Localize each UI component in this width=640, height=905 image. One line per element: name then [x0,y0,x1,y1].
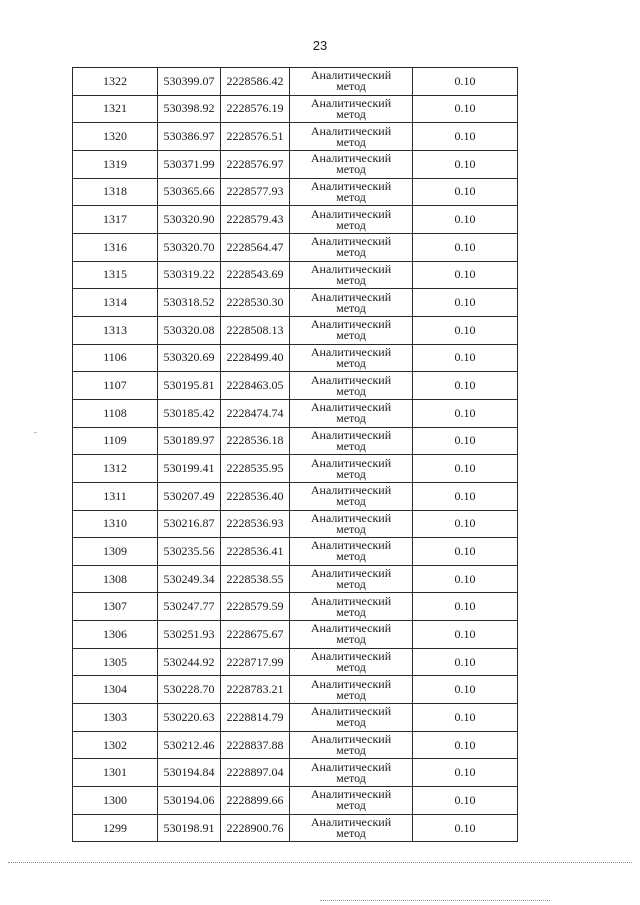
method-line-1: Аналитический [310,289,392,304]
accuracy-cell: 0.10 [413,233,518,261]
point-number-cell: 1311 [73,482,158,510]
y-coordinate-cell: 2228899.66 [221,787,290,815]
method-line-1: Аналитический [310,732,392,747]
method-line-1: Аналитический [310,483,392,498]
table-row [73,704,518,732]
point-number-cell: 1107 [73,372,158,400]
method-cell [290,399,413,427]
method-cell [290,787,413,815]
y-coordinate-cell: 2228538.55 [221,565,290,593]
point-number-cell: 1319 [73,150,158,178]
method-cell [290,372,413,400]
method-line-2: метод [336,300,366,315]
method-cell [290,676,413,704]
method-cell [290,150,413,178]
x-coordinate-cell: 530320.90 [158,206,221,234]
table-row [73,621,518,649]
accuracy-cell: 0.10 [413,399,518,427]
method-line-2: метод [336,217,366,232]
table-row [73,814,518,842]
x-coordinate-cell: 530371.99 [158,150,221,178]
accuracy-cell: 0.10 [413,123,518,151]
table-row [73,731,518,759]
method-cell [290,427,413,455]
method-cell [290,68,413,96]
accuracy-cell: 0.10 [413,676,518,704]
y-coordinate-cell: 2228783.21 [221,676,290,704]
method-line-1: Аналитический [310,344,392,359]
point-number-cell: 1305 [73,648,158,676]
method-cell [290,593,413,621]
method-line-2: метод [336,355,366,370]
accuracy-cell: 0.10 [413,206,518,234]
point-number-cell: 1322 [73,68,158,96]
y-coordinate-cell: 2228536.93 [221,510,290,538]
y-coordinate-cell: 2228576.19 [221,95,290,123]
point-number-cell: 1312 [73,455,158,483]
page-number: 23 [312,38,328,53]
y-coordinate-cell: 2228463.05 [221,372,290,400]
table-row [73,150,518,178]
method-cell [290,261,413,289]
x-coordinate-cell: 530399.07 [158,68,221,96]
scan-artifact-line [320,900,550,901]
method-line-1: Аналитический [310,372,392,387]
table-row [73,538,518,566]
scan-artifact-line [8,862,632,863]
method-line-2: метод [336,134,366,149]
point-number-cell: 1317 [73,206,158,234]
x-coordinate-cell: 530249.34 [158,565,221,593]
method-line-1: Аналитический [310,261,392,276]
coordinates-table-body [73,68,518,842]
method-cell [290,510,413,538]
method-line-2: метод [336,604,366,619]
y-coordinate-cell: 2228586.42 [221,68,290,96]
table-row [73,759,518,787]
y-coordinate-cell: 2228576.51 [221,123,290,151]
method-line-2: метод [336,687,366,702]
point-number-cell: 1320 [73,123,158,151]
scan-mark [34,432,37,433]
method-line-1: Аналитический [310,787,392,802]
method-cell [290,316,413,344]
method-line-1: Аналитический [310,676,392,691]
accuracy-cell: 0.10 [413,621,518,649]
method-cell [290,648,413,676]
y-coordinate-cell: 2228536.40 [221,482,290,510]
y-coordinate-cell: 2228814.79 [221,704,290,732]
method-line-2: метод [336,383,366,398]
accuracy-cell: 0.10 [413,95,518,123]
accuracy-cell: 0.10 [413,482,518,510]
table-row [73,455,518,483]
method-line-1: Аналитический [310,317,392,332]
table-row [73,787,518,815]
method-line-2: метод [336,189,366,204]
method-cell [290,621,413,649]
point-number-cell: 1321 [73,95,158,123]
method-line-2: метод [336,245,366,260]
method-line-2: метод [336,632,366,647]
point-number-cell: 1315 [73,261,158,289]
accuracy-cell: 0.10 [413,427,518,455]
method-line-2: метод [336,521,366,536]
method-cell [290,759,413,787]
y-coordinate-cell: 2228675.67 [221,621,290,649]
y-coordinate-cell: 2228508.13 [221,316,290,344]
method-line-1: Аналитический [310,566,392,581]
x-coordinate-cell: 530195.81 [158,372,221,400]
x-coordinate-cell: 530189.97 [158,427,221,455]
x-coordinate-cell: 530220.63 [158,704,221,732]
y-coordinate-cell: 2228543.69 [221,261,290,289]
point-number-cell: 1306 [73,621,158,649]
table-row [73,261,518,289]
y-coordinate-cell: 2228579.43 [221,206,290,234]
x-coordinate-cell: 530244.92 [158,648,221,676]
table-row [73,427,518,455]
table-row [73,233,518,261]
accuracy-cell: 0.10 [413,289,518,317]
y-coordinate-cell: 2228837.88 [221,731,290,759]
x-coordinate-cell: 530318.52 [158,289,221,317]
x-coordinate-cell: 530207.49 [158,482,221,510]
method-line-2: метод [336,743,366,758]
accuracy-cell: 0.10 [413,731,518,759]
method-line-2: метод [336,162,366,177]
y-coordinate-cell: 2228530.30 [221,289,290,317]
table-row [73,399,518,427]
x-coordinate-cell: 530194.84 [158,759,221,787]
x-coordinate-cell: 530319.22 [158,261,221,289]
method-cell [290,565,413,593]
table-row [73,676,518,704]
x-coordinate-cell: 530386.97 [158,123,221,151]
x-coordinate-cell: 530251.93 [158,621,221,649]
x-coordinate-cell: 530320.70 [158,233,221,261]
accuracy-cell: 0.10 [413,316,518,344]
method-line-1: Аналитический [310,234,392,249]
point-number-cell: 1302 [73,731,158,759]
accuracy-cell: 0.10 [413,372,518,400]
y-coordinate-cell: 2228717.99 [221,648,290,676]
method-line-2: метод [336,438,366,453]
point-number-cell: 1314 [73,289,158,317]
method-line-1: Аналитический [310,400,392,415]
x-coordinate-cell: 530199.41 [158,455,221,483]
y-coordinate-cell: 2228579.59 [221,593,290,621]
method-cell [290,178,413,206]
table-row [73,206,518,234]
table-row [73,123,518,151]
coordinates-table [72,67,518,842]
point-number-cell: 1313 [73,316,158,344]
method-line-1: Аналитический [310,759,392,774]
accuracy-cell: 0.10 [413,759,518,787]
method-line-1: Аналитический [310,510,392,525]
table-row [73,510,518,538]
method-line-1: Аналитический [310,95,392,110]
method-line-1: Аналитический [310,151,392,166]
accuracy-cell: 0.10 [413,648,518,676]
method-line-2: метод [336,549,366,564]
method-line-2: метод [336,577,366,592]
point-number-cell: 1109 [73,427,158,455]
table-row [73,593,518,621]
method-line-2: метод [336,328,366,343]
accuracy-cell: 0.10 [413,593,518,621]
y-coordinate-cell: 2228499.40 [221,344,290,372]
method-cell [290,123,413,151]
point-number-cell: 1301 [73,759,158,787]
point-number-cell: 1318 [73,178,158,206]
method-line-2: метод [336,494,366,509]
accuracy-cell: 0.10 [413,455,518,483]
method-cell [290,206,413,234]
x-coordinate-cell: 530216.87 [158,510,221,538]
y-coordinate-cell: 2228897.04 [221,759,290,787]
y-coordinate-cell: 2228900.76 [221,814,290,842]
x-coordinate-cell: 530212.46 [158,731,221,759]
method-line-1: Аналитический [310,593,392,608]
method-line-2: метод [336,715,366,730]
y-coordinate-cell: 2228577.93 [221,178,290,206]
x-coordinate-cell: 530398.92 [158,95,221,123]
x-coordinate-cell: 530194.06 [158,787,221,815]
method-cell [290,482,413,510]
method-line-1: Аналитический [310,538,392,553]
x-coordinate-cell: 530228.70 [158,676,221,704]
method-cell [290,814,413,842]
accuracy-cell: 0.10 [413,565,518,593]
y-coordinate-cell: 2228535.95 [221,455,290,483]
method-line-1: Аналитический [310,621,392,636]
method-cell [290,95,413,123]
method-cell [290,289,413,317]
accuracy-cell: 0.10 [413,538,518,566]
point-number-cell: 1106 [73,344,158,372]
x-coordinate-cell: 530185.42 [158,399,221,427]
method-line-2: метод [336,798,366,813]
table-row [73,565,518,593]
table-row [73,68,518,96]
method-cell [290,704,413,732]
y-coordinate-cell: 2228536.41 [221,538,290,566]
method-line-1: Аналитический [310,178,392,193]
method-line-2: метод [336,411,366,426]
y-coordinate-cell: 2228474.74 [221,399,290,427]
x-coordinate-cell: 530247.77 [158,593,221,621]
point-number-cell: 1108 [73,399,158,427]
method-line-1: Аналитический [310,427,392,442]
method-line-2: метод [336,826,366,841]
point-number-cell: 1307 [73,593,158,621]
point-number-cell: 1316 [73,233,158,261]
table-row [73,95,518,123]
table-row [73,178,518,206]
method-cell [290,233,413,261]
method-line-1: Аналитический [310,815,392,830]
method-cell [290,538,413,566]
point-number-cell: 1300 [73,787,158,815]
accuracy-cell: 0.10 [413,510,518,538]
method-line-1: Аналитический [310,649,392,664]
table-row [73,344,518,372]
accuracy-cell: 0.10 [413,150,518,178]
table-row [73,482,518,510]
method-cell [290,731,413,759]
point-number-cell: 1299 [73,814,158,842]
y-coordinate-cell: 2228564.47 [221,233,290,261]
x-coordinate-cell: 530365.66 [158,178,221,206]
point-number-cell: 1308 [73,565,158,593]
method-line-2: метод [336,660,366,675]
method-line-1: Аналитический [310,455,392,470]
x-coordinate-cell: 530320.08 [158,316,221,344]
point-number-cell: 1303 [73,704,158,732]
method-line-2: метод [336,466,366,481]
method-line-1: Аналитический [310,704,392,719]
point-number-cell: 1310 [73,510,158,538]
accuracy-cell: 0.10 [413,261,518,289]
method-line-1: Аналитический [310,206,392,221]
table-row [73,316,518,344]
y-coordinate-cell: 2228536.18 [221,427,290,455]
point-number-cell: 1309 [73,538,158,566]
method-line-2: метод [336,79,366,94]
method-line-2: метод [336,272,366,287]
y-coordinate-cell: 2228576.97 [221,150,290,178]
method-line-1: Аналитический [310,68,392,83]
x-coordinate-cell: 530320.69 [158,344,221,372]
x-coordinate-cell: 530235.56 [158,538,221,566]
x-coordinate-cell: 530198.91 [158,814,221,842]
method-cell [290,344,413,372]
point-number-cell: 1304 [73,676,158,704]
accuracy-cell: 0.10 [413,344,518,372]
method-line-2: метод [336,770,366,785]
accuracy-cell: 0.10 [413,68,518,96]
accuracy-cell: 0.10 [413,178,518,206]
method-cell [290,455,413,483]
accuracy-cell: 0.10 [413,704,518,732]
method-line-1: Аналитический [310,123,392,138]
accuracy-cell: 0.10 [413,814,518,842]
table-row [73,372,518,400]
table-row [73,648,518,676]
method-line-2: метод [336,106,366,121]
table-row [73,289,518,317]
accuracy-cell: 0.10 [413,787,518,815]
